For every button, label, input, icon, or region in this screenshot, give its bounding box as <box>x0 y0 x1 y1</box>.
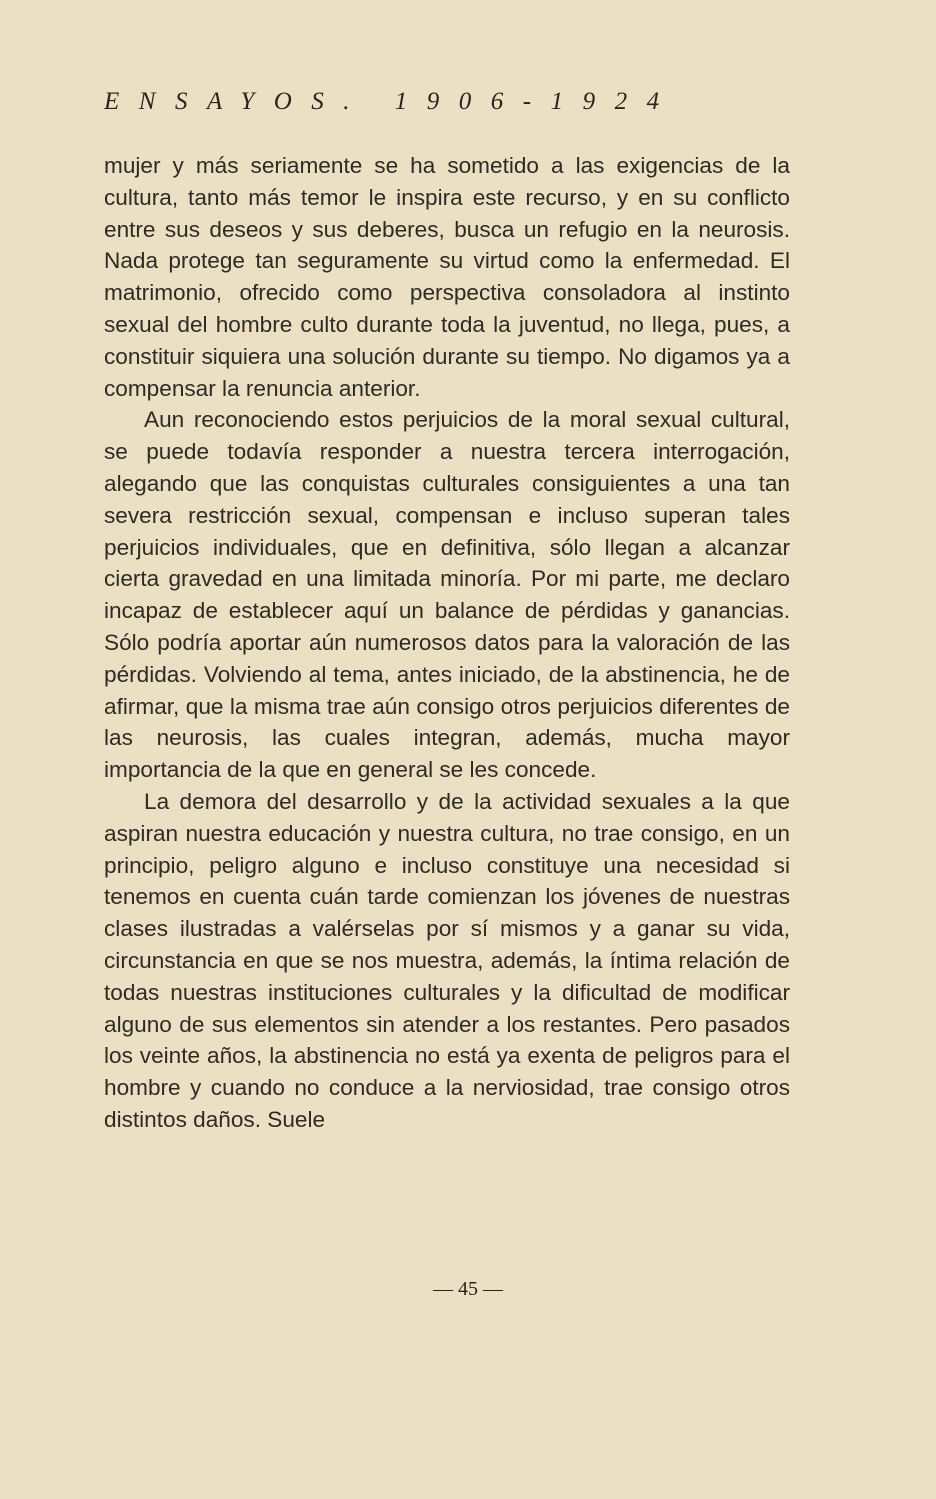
paragraph-2: Aun reconociendo estos perjuicios de la moral sexual cultural, se puede todavía responder a nuestra tercera interrogación, alegando que las conquistas culturales consiguientes a una tan severa restricción sexual, compensan e incluso superan tales perjuicios individuales, que en definitiva, sólo llegan a alcanzar cierta gravedad en una limitada minoría. Por mi parte, me declaro incapaz de establecer aquí un balance de pérdidas y ganancias. Sólo podría aportar aún numerosos datos para la valoración de las pérdidas. Volviendo al tema, antes iniciado, de la abstinencia, he de afirmar, que la misma trae aún consigo otros perjuicios diferentes de las neurosis, las cuales integran, además, mucha mayor importancia de la que en general se les concede. <box>104 407 790 783</box>
paragraph-3: La demora del desarrollo y de la actividad sexuales a la que aspiran nuestra educación y nuestra cultura, no trae consigo, en un principio, peligro alguno e incluso constituye una necesidad si tenemos en cuenta cuán tarde comienzan los jóvenes de nuestras clases ilustradas a valérselas por sí mismos y a ganar su vida, circunstancia en que se nos muestra, además, la íntima relación de todas nuestras instituciones culturales y la dificultad de modificar alguno de sus elementos sin atender a los restantes. Pero pasados los veinte años, la abstinencia no está ya exenta de peligros para el hombre y cuando no conduce a la nerviosidad, trae consigo otros distintos daños. Suele <box>104 788 790 1132</box>
body-text <box>104 150 790 1136</box>
paragraph-1: mujer y más seriamente se ha sometido a las exigencias de la cultura, tanto más temor le inspira este recurso, y en su conflicto entre sus deseos y sus deberes, busca un refugio en la neurosis. Nada protege tan seguramente su virtud como la enfermedad. El matrimonio, ofrecido como perspectiva consoladora al instinto sexual del hombre culto durante toda la juventud, no llega, pues, a constituir siquiera una solución durante su tiempo. No digamos ya a compensar la renuncia anterior. <box>104 153 790 401</box>
page-number: — 45 — <box>433 1278 503 1300</box>
running-head: ENSAYOS. 1906-1924 <box>104 88 679 115</box>
